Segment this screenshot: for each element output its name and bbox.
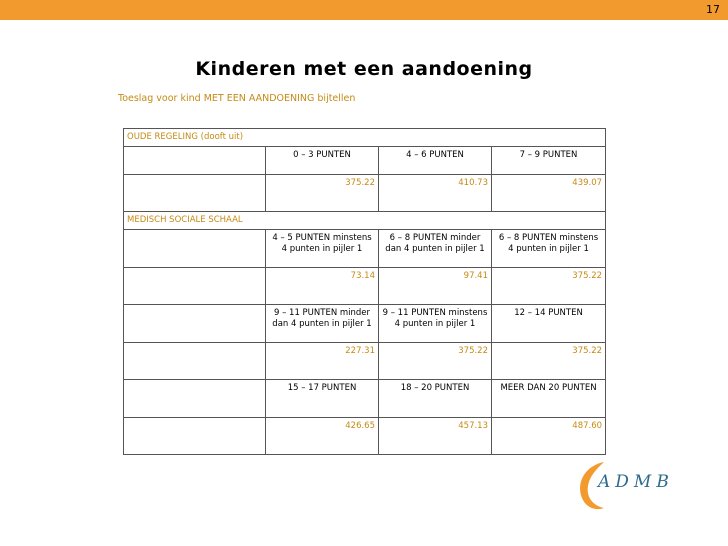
header-cell: 15 – 17 PUNTEN [266,380,379,418]
page-number: 17 [706,3,720,16]
value-row [124,343,606,380]
row-label-cell [124,418,266,455]
header-row [124,147,606,175]
value-cell: 375.22 [492,343,606,380]
top-bar [0,0,728,20]
header-cell: 6 – 8 PUNTEN minder dan 4 punten in pijler 1 [379,230,492,268]
row-label-cell [124,175,266,212]
page-subtitle: Toeslag voor kind MET EEN AANDOENING bijtellen [118,93,356,104]
row-label-cell [124,380,266,418]
value-cell: 73.14 [266,268,379,305]
value-cell: 97.41 [379,268,492,305]
header-cell: MEER DAN 20 PUNTEN [492,380,606,418]
header-cell: 6 – 8 PUNTEN minstens 4 punten in pijler 1 [492,230,606,268]
row-label-cell [124,147,266,175]
header-cell: 18 – 20 PUNTEN [379,380,492,418]
header-cell: 0 – 3 PUNTEN [266,147,379,175]
row-label-cell [124,305,266,343]
section-row-oude [124,129,606,147]
page-title: Kinderen met een aandoening [195,58,533,80]
value-cell: 375.22 [492,268,606,305]
row-label-cell [124,343,266,380]
value-cell: 227.31 [266,343,379,380]
header-row [124,380,606,418]
header-row [124,305,606,343]
section-label-oude: OUDE REGELING (dooft uit) [124,129,606,147]
value-cell: 410.73 [379,175,492,212]
header-row [124,230,606,268]
allowance-table [123,128,606,455]
value-cell: 487.60 [492,418,606,455]
value-row [124,268,606,305]
value-row [124,418,606,455]
value-cell: 375.22 [379,343,492,380]
value-cell: 375.22 [266,175,379,212]
header-cell: 4 – 6 PUNTEN [379,147,492,175]
value-cell: 426.65 [266,418,379,455]
header-cell: 9 – 11 PUNTEN minstens 4 punten in pijler 1 [379,305,492,343]
section-label-medisch: MEDISCH SOCIALE SCHAAL [124,212,606,230]
header-cell: 12 – 14 PUNTEN [492,305,606,343]
value-cell: 439.07 [492,175,606,212]
row-label-cell [124,268,266,305]
header-cell: 9 – 11 PUNTEN minder dan 4 punten in pijler 1 [266,305,379,343]
row-label-cell [124,230,266,268]
section-row-medisch [124,212,606,230]
admb-logo: ADMB [598,472,674,492]
header-cell: 7 – 9 PUNTEN [492,147,606,175]
value-cell: 457.13 [379,418,492,455]
value-row [124,175,606,212]
header-cell: 4 – 5 PUNTEN minstens 4 punten in pijler 1 [266,230,379,268]
